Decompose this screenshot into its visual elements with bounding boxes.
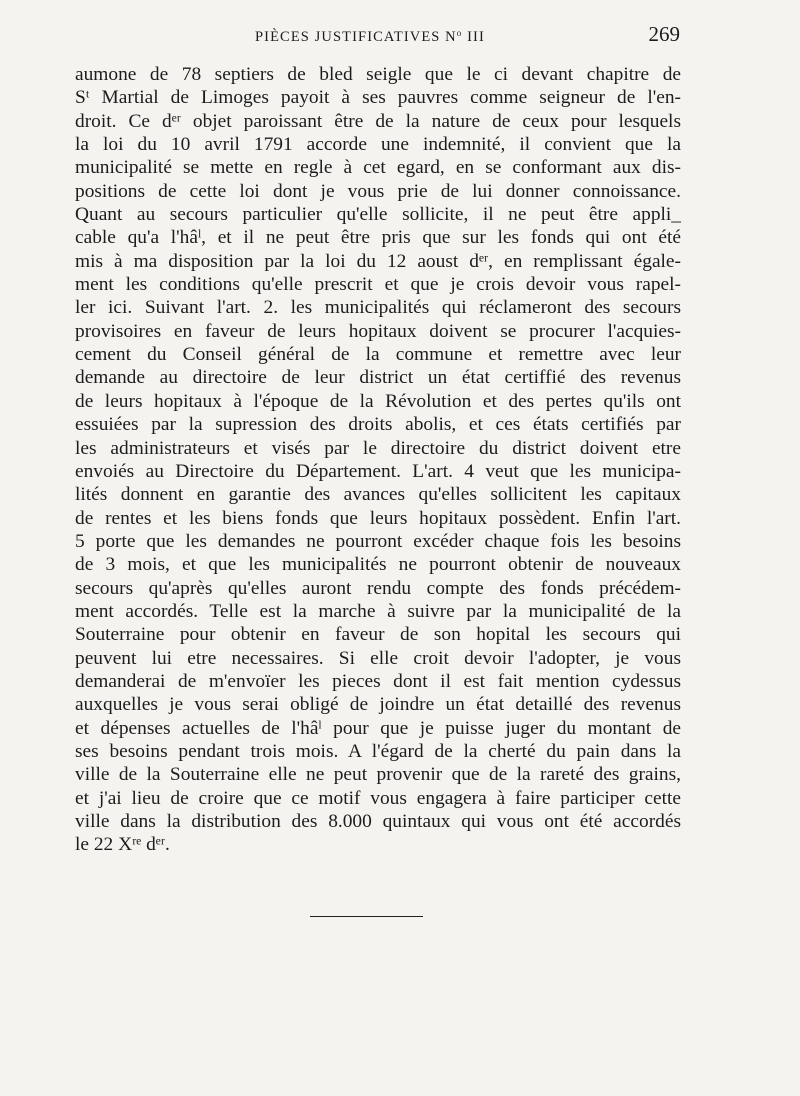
page-number: 269 (648, 22, 680, 46)
text-line: Quant au secours particulier qu'elle sollicite, il ne peut être appli_ (75, 204, 681, 226)
running-title-text: PIÈCES JUSTIFICATIVES N (255, 29, 457, 45)
text-line: aumone de 78 septiers de bled seigle que le ci devant chapitre de (75, 64, 681, 85)
text-line: secours qu'après qu'elles auront rendu compte des fonds précédem- (75, 577, 681, 599)
body-paragraph (75, 63, 681, 857)
running-title (255, 28, 485, 46)
text-line: cable qu'a l'hâˡ, et il ne peut être pris que sur les fonds qui ont été (75, 227, 681, 249)
text-line: de 3 mois, et que les municipalités ne pourront obtenir de nouveaux (75, 554, 681, 576)
text-line: demande au directoire de leur district un état certiffié des revenus (75, 367, 681, 389)
text-line: peuvent lui etre necessaires. Si elle croit devoir l'adopter, je vous (75, 647, 681, 669)
text-line: lités donnent en garantie des avances qu'elles sollicitent les capitaux (75, 484, 681, 506)
text-line: de leurs hopitaux à l'époque de la Révolution et des pertes qu'ils ont (75, 390, 681, 412)
running-title-numeral: III (462, 29, 485, 45)
running-title-superscript: o (456, 28, 463, 38)
text-line: demanderai de m'envoïer les pieces dont il est fait mention cydessus (75, 670, 681, 692)
text-line: envoiés au Directoire du Département. L'art. 4 veut que les municipa- (75, 460, 681, 482)
text-line: provisoires en faveur de leurs hopitaux doivent se procurer l'acquies- (75, 320, 681, 342)
text-line: les administrateurs et visés par le directoire du district doivent etre (75, 437, 681, 459)
text-line: le 22 Xʳᵉ dᵉʳ. (75, 834, 170, 856)
text-line: ment accordés. Telle est la marche à suivre par la municipalité de la (75, 600, 681, 622)
text-line: Sᵗ Martial de Limoges payoit à ses pauvres comme seigneur de l'en- (75, 87, 681, 109)
text-line: ses besoins pendant trois mois. A l'égard de la cherté du pain dans la (75, 740, 681, 762)
text-line: ler ici. Suivant l'art. 2. les municipalités qui réclameront des secours (75, 297, 681, 319)
text-line: ville de la Souterraine elle ne peut provenir que de la rareté des grains, (75, 764, 681, 786)
text-line: cement du Conseil général de la commune et remettre avec leur (75, 344, 681, 366)
text-line: et j'ai lieu de croire que ce motif vous engagera à faire participer cette (75, 787, 681, 809)
text-line: Souterraine pour obtenir en faveur de son hopital les secours qui (75, 624, 681, 646)
text-line: ville dans la distribution des 8.000 quintaux qui vous ont été accordés (75, 811, 681, 832)
text-line: ment les conditions qu'elle prescrit et que je crois devoir vous rapel- (75, 274, 681, 296)
text-line: la loi du 10 avril 1791 accorde une indemnité, il convient que la (75, 134, 681, 156)
text-line: mis à ma disposition par la loi du 12 aoust dᵉʳ, en remplissant égale- (75, 250, 681, 272)
text-line: 5 porte que les demandes ne pourront excéder chaque fois les besoins (75, 530, 681, 552)
text-line: et dépenses actuelles de l'hâˡ pour que je puisse juger du montant de (75, 717, 681, 739)
text-line: positions de cette loi dont je vous prie de lui donner connoissance. (75, 180, 681, 202)
text-line: auxquelles je vous serai obligé de joindre un état detaillé des revenus (75, 694, 681, 716)
page-header (75, 22, 680, 52)
section-divider (310, 916, 423, 917)
text-line: municipalité se mette en regle à cet egard, en se conformant aux dis- (75, 157, 681, 179)
text-line: droit. Ce dᵉʳ objet paroissant être de la nature de ceux pour lesquels (75, 110, 681, 132)
text-line: essuiées par la supression des droits abolis, et ces états certifiés par (75, 414, 681, 436)
text-line: de rentes et les biens fonds que leurs hopitaux possèdent. Enfin l'art. (75, 507, 681, 529)
